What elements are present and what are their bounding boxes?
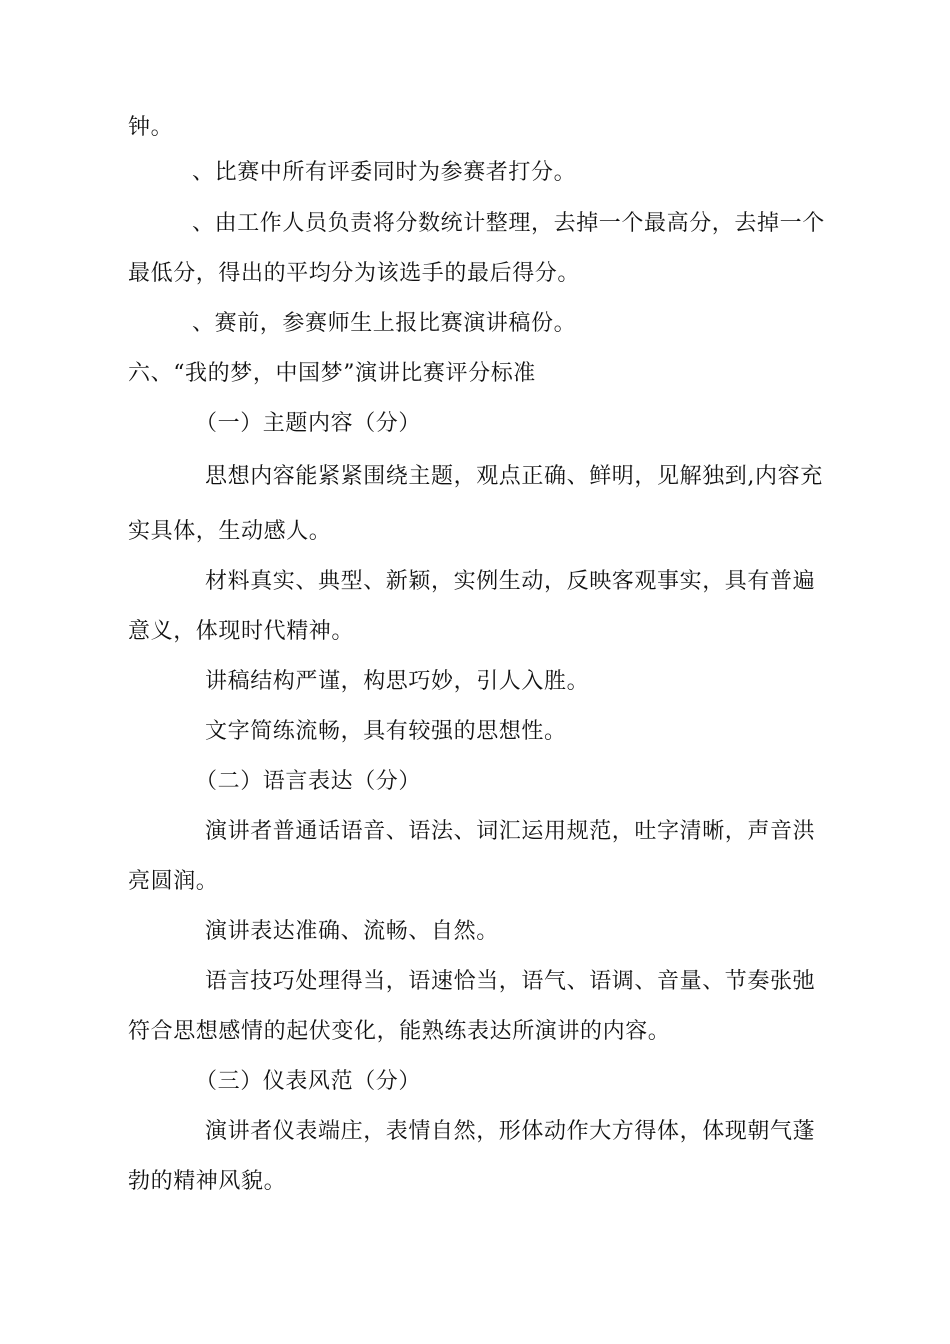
- paragraph-line: 材料真实、典型、新颖，实例生动，反映客观事实，具有普遍: [205, 569, 816, 594]
- paragraph-line: 钟。: [128, 115, 174, 140]
- paragraph-line: 讲稿结构严谨，构思巧妙，引人入胜。: [205, 669, 590, 694]
- paragraph-line: 演讲者普通话语音、语法、词汇运用规范，吐字清晰，声音洪: [205, 819, 816, 844]
- list-item-submit-scripts: 、赛前，参赛师生上报比赛演讲稿份。: [192, 311, 577, 336]
- subsection-heading-appearance: （三）仪表风范（分）: [195, 1069, 422, 1094]
- paragraph-line: 文字简练流畅，具有较强的思想性。: [205, 719, 567, 744]
- paragraph-line: 亮圆润。: [128, 869, 219, 894]
- paragraph-line: 意义，体现时代精神。: [128, 619, 355, 644]
- paragraph-line: 勃的精神风貌。: [128, 1169, 287, 1194]
- paragraph-line: 思想内容能紧紧围绕主题，观点正确、鲜明，见解独到,内容充: [205, 464, 823, 489]
- section-heading: 六、“我的梦，中国梦”演讲比赛评分标准: [128, 361, 536, 386]
- list-item-score-calculation: 、由工作人员负责将分数统计整理，去掉一个最高分，去掉一个: [192, 211, 825, 236]
- paragraph-line: 语言技巧处理得当，语速恰当，语气、语调、音量、节奏张弛: [205, 969, 816, 994]
- paragraph-line: 演讲表达准确、流畅、自然。: [205, 919, 499, 944]
- paragraph-line: 最低分，得出的平均分为该选手的最后得分。: [128, 261, 581, 286]
- subsection-heading-language: （二）语言表达（分）: [195, 769, 422, 794]
- paragraph-line: 符合思想感情的起伏变化，能熟练表达所演讲的内容。: [128, 1019, 671, 1044]
- subsection-heading-theme: （一）主题内容（分）: [195, 411, 422, 436]
- paragraph-line: 实具体，生动感人。: [128, 519, 332, 544]
- list-item-judges-scoring: 、比赛中所有评委同时为参赛者打分。: [192, 160, 577, 185]
- paragraph-line: 演讲者仪表端庄，表情自然，形体动作大方得体，体现朝气蓬: [205, 1119, 816, 1144]
